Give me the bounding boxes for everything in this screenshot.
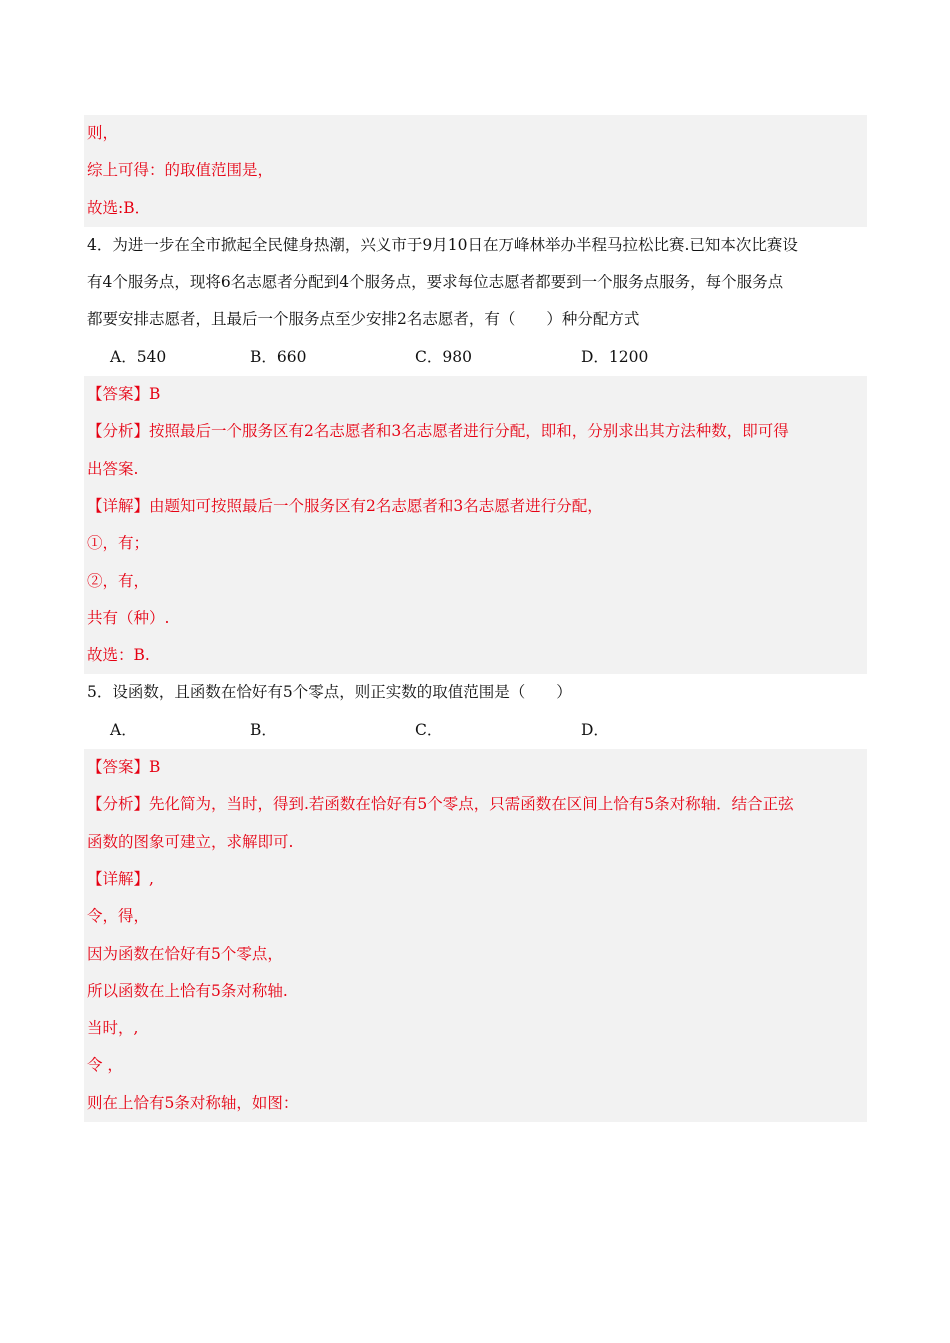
- option-d: D．: [581, 720, 609, 739]
- detail-line: ②，有，: [84, 563, 867, 600]
- document-page: [84, 115, 867, 1122]
- analysis-line: 【分析】按照最后一个服务区有2名志愿者和3名志愿者进行分配，即和，分别求出其方法种数，即可得: [84, 413, 867, 450]
- detail-line: 则在上恰有5条对称轴，如图：: [84, 1085, 867, 1122]
- answer-line: 【答案】B: [84, 376, 867, 413]
- detail-line: ①，有；: [84, 525, 867, 562]
- question-stem-line: 5．设函数，且函数在恰好有5个零点，则正实数的取值范围是（ ）: [87, 683, 572, 702]
- options-row: [84, 712, 867, 749]
- solution-line: 综上可得：的取值范围是，: [84, 152, 867, 189]
- previous-solution-block: [84, 115, 867, 227]
- question-4: [84, 227, 867, 675]
- analysis-line: 【分析】先化简为，当时，得到.若函数在恰好有5个零点，只需函数在区间上恰有5条对称轴．结合正弦: [84, 786, 867, 823]
- detail-line: 因为函数在恰好有5个零点，: [84, 936, 867, 973]
- detail-line: 令 ，: [84, 1047, 867, 1084]
- question-stem-line: 有4个服务点，现将6名志愿者分配到4个服务点，要求每位志愿者都要到一个服务点服务，每个服务点: [87, 273, 784, 292]
- option-d: D．1200: [581, 347, 649, 366]
- detail-line: 【详解】,: [84, 861, 867, 898]
- answer-line: 【答案】B: [84, 749, 867, 786]
- option-a: A．540: [110, 347, 167, 366]
- solution-line: 则，: [84, 115, 867, 152]
- analysis-line: 出答案.: [84, 451, 867, 488]
- detail-line: 令，得，: [84, 898, 867, 935]
- question-5: [84, 674, 867, 1122]
- question-stem-line: 都要安排志愿者，且最后一个服务点至少安排2名志愿者，有（ ）种分配方式: [87, 310, 640, 329]
- option-b: B．: [250, 720, 277, 739]
- detail-line: 共有（种）.: [84, 600, 867, 637]
- detail-line: 所以函数在上恰有5条对称轴.: [84, 973, 867, 1010]
- solution-line: 故选:B．: [84, 190, 867, 227]
- question-5-solution: [84, 749, 867, 1122]
- question-4-solution: [84, 376, 867, 674]
- option-c: C．980: [415, 347, 472, 366]
- options-row: [84, 339, 867, 376]
- detail-line: 当时，,: [84, 1010, 867, 1047]
- detail-line: 【详解】由题知可按照最后一个服务区有2名志愿者和3名志愿者进行分配，: [84, 488, 867, 525]
- option-c: C．: [415, 720, 443, 739]
- option-a: A．: [110, 720, 137, 739]
- option-b: B．660: [250, 347, 307, 366]
- analysis-line: 函数的图象可建立，求解即可.: [84, 824, 867, 861]
- conclusion-line: 故选：B.: [84, 637, 867, 674]
- question-stem-line: 4．为进一步在全市掀起全民健身热潮，兴义市于9月10日在万峰林举办半程马拉松比赛.已知本次比赛设: [87, 235, 798, 254]
